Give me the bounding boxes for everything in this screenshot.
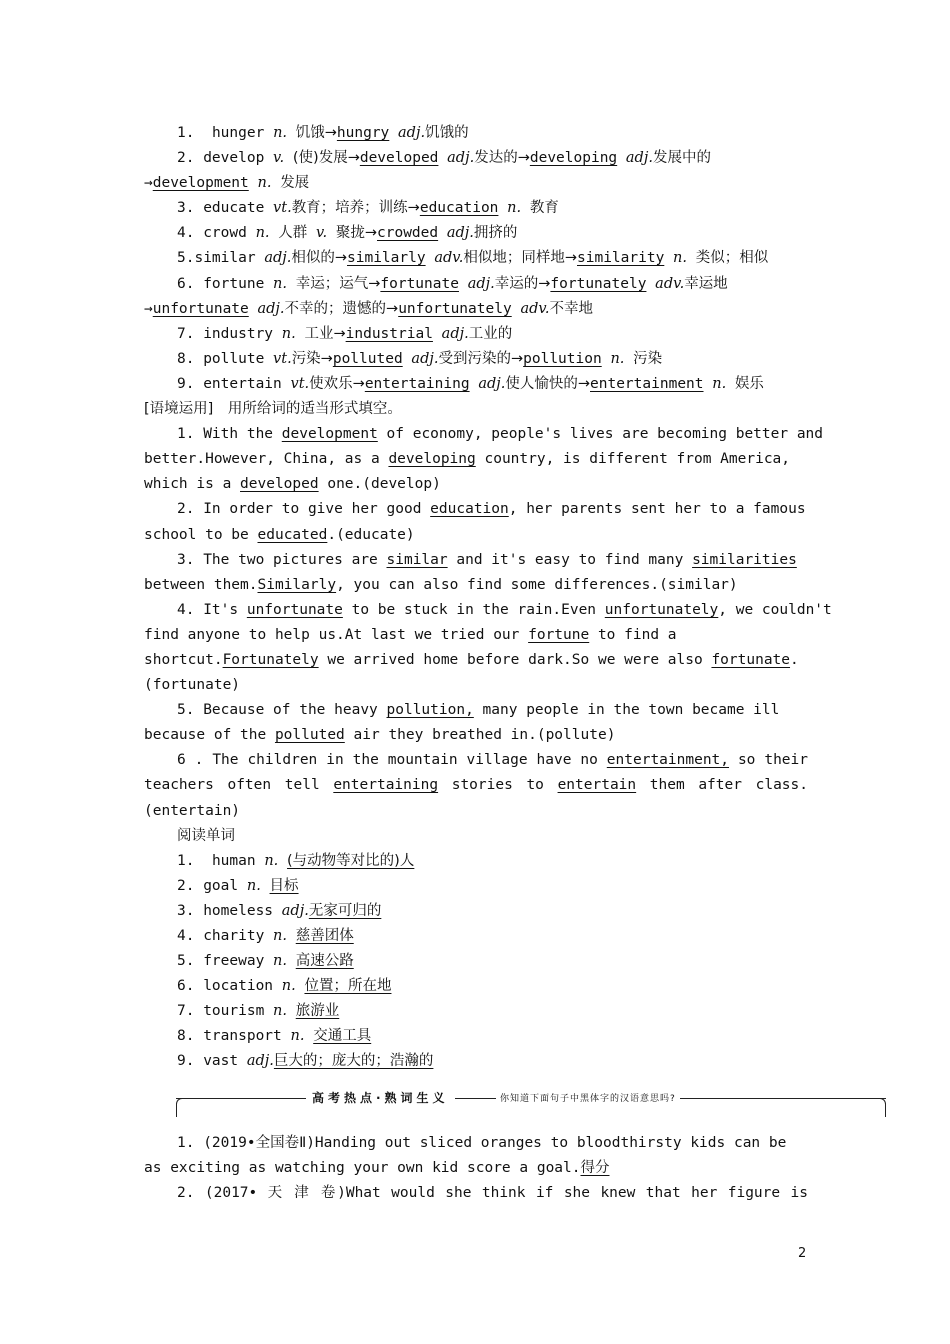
section-banner (176, 1079, 886, 1129)
sentence-2-line-2: school to be educated.(educate) (144, 526, 415, 543)
word-entry-6-cont: →unfortunate adj.不幸的；遗憾的→unfortunately adv.不幸地 (144, 300, 593, 317)
sentence-4-line-3: shortcut.Fortunately we arrived home before dark.So we were also fortunate. (144, 651, 799, 668)
reading-word-8: 8. transport n. 交通工具 (177, 1028, 372, 1045)
word-entry-7: 7. industry n. 工业→industrial adj.工业的 (177, 325, 513, 342)
reading-word-7: 7. tourism n. 旅游业 (177, 1003, 340, 1020)
sentence-1-line-1: 1. With the development of economy, people's lives are becoming better and (177, 426, 824, 443)
example-1-line-1: 1. (2019•全国卷Ⅱ)Handing out sliced oranges to bloodthirsty kids can be (177, 1134, 787, 1151)
word-entry-2: 2. develop v. (使)发展→developed adj.发达的→developing adj.发展中的 (177, 150, 711, 167)
context-heading: [语境运用] 用所给词的适当形式填空。 (144, 401, 402, 418)
sentence-4-line-2: find anyone to help us.At last we tried our fortune to find a (144, 626, 677, 643)
reading-word-3: 3. homeless adj.无家可归的 (177, 902, 382, 919)
sentence-4-line-1: 4. It's unfortunate to be stuck in the rain.Even unfortunately, we couldn't (177, 601, 832, 618)
sentence-3-line-1: 3. The two pictures are similar and it's easy to find many similarities (177, 551, 797, 568)
sentence-6-line-3: (entertain) (144, 802, 241, 819)
sentence-2-line-1: 2. In order to give her good education, her parents sent her to a famous (177, 501, 806, 518)
banner-hint: 你知道下面句子中黑体字的汉语意思吗? (496, 1091, 680, 1104)
word-entry-4: 4. crowd n. 人群 v. 聚拢→crowded adj.拥挤的 (177, 225, 518, 242)
word-entry-1: 1. hunger n. 饥饿→hungry adj.饥饿的 (177, 125, 469, 141)
sentence-6-line-2: teachers often tell entertaining stories to entertain them after class. (144, 777, 808, 794)
word-entry-8: 8. pollute vt.污染→polluted adj.受到污染的→pollution n. 污染 (177, 350, 663, 367)
reading-word-5: 5. freeway n. 高速公路 (177, 953, 354, 970)
sentence-1-line-3: which is a developed one.(develop) (144, 476, 441, 493)
page-number: 2 (798, 1246, 807, 1261)
example-1-line-2: as exciting as watching your own kid score a goal.得分 (144, 1159, 610, 1176)
reading-word-1: 1. human n. (与动物等对比的)人 (177, 852, 415, 869)
word-entry-5: 5.similar adj.相似的→similarly adv.相似地；同样地→similarity n. 类似；相似 (177, 250, 769, 267)
reading-word-2: 2. goal n. 目标 (177, 877, 299, 894)
sentence-3-line-2: between them.Similarly, you can also find some differences.(similar) (144, 576, 738, 593)
reading-heading: 阅读单词 (177, 827, 235, 844)
word-entry-6: 6. fortune n. 幸运；运气→fortunate adj.幸运的→fortunately adv.幸运地 (177, 275, 728, 292)
sentence-5-line-2: because of the polluted air they breathed in.(pollute) (144, 727, 616, 744)
example-2-line-1: 2. (2017• 天 津 卷)What would she think if she knew that her figure is (177, 1184, 808, 1201)
sentence-1-line-2: better.However, China, as a developing country, is different from America, (144, 451, 791, 468)
sentence-6-line-1: 6 . The children in the mountain village have no entertainment, so their (177, 752, 808, 769)
banner-bracket-left (176, 1098, 183, 1117)
sentence-5-line-1: 5. Because of the heavy pollution, many people in the town became ill (177, 702, 780, 719)
word-entry-2-cont: →development n. 发展 (144, 175, 310, 192)
page-content (144, 121, 832, 1206)
reading-word-9: 9. vast adj.巨大的；庞大的；浩瀚的 (177, 1053, 434, 1070)
sentence-4-line-4: (fortunate) (144, 677, 241, 694)
word-entry-3: 3. educate vt.教育；培养；训练→education n. 教育 (177, 200, 559, 217)
reading-word-6: 6. location n. 位置；所在地 (177, 978, 392, 995)
banner-title: 高考热点·熟词生义 (306, 1089, 455, 1106)
reading-word-4: 4. charity n. 慈善团体 (177, 928, 354, 944)
banner-bracket-right (879, 1098, 886, 1117)
word-entry-9: 9. entertain vt.使欢乐→entertaining adj.使人愉快的→entertainment n. 娱乐 (177, 375, 764, 392)
